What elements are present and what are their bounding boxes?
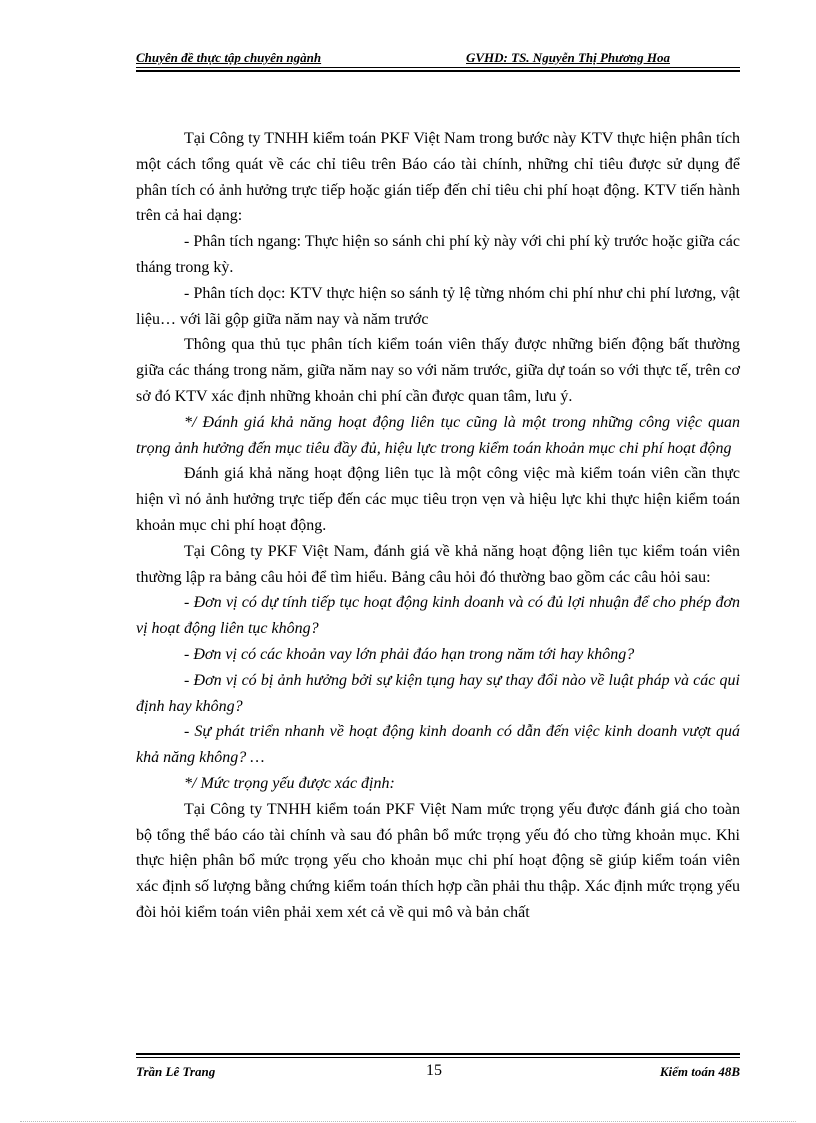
paragraph: - Đơn vị có dự tính tiếp tục hoạt động kinh doanh và có đủ lợi nhuận để cho phép đơn vị hoạt động liên tục không? xyxy=(136,594,740,638)
paragraph: Tại Công ty TNHH kiểm toán PKF Việt Nam mức trọng yếu được đánh giá cho toàn bộ tổng thể báo cáo tài chính và sau đó phân bổ mức trọng yếu đó cho từng khoản mục. Khi thực hiện phân bổ mức trọng yếu cho khoản mục chi phí hoạt động sẽ giúp kiểm toán viên xác định số lượng bằng chứng kiểm toán thích hợp cần phải thu thập. Xác định mức trọng yếu đòi hỏi kiểm toán viên phải xem xét cả về qui mô và bản chất xyxy=(136,800,740,921)
paragraph: */ Mức trọng yếu được xác định: xyxy=(184,774,395,792)
page-header xyxy=(136,50,740,68)
paragraph: */ Đánh giá khả năng hoạt động liên tục cũng là một trong những công việc quan trọng ảnh hưởng đến mục tiêu đầy đủ, hiệu lực trong kiểm toán khoản mục chi phí hoạt động xyxy=(136,413,740,457)
footer-author: Trần Lê Trang xyxy=(136,1064,216,1079)
paragraph: - Phân tích ngang: Thực hiện so sánh chi phí kỳ này với chi phí kỳ trước hoặc giữa các tháng trong kỳ. xyxy=(136,233,740,276)
header-rule-thick xyxy=(136,70,740,72)
header-left-text: Chuyên đề thực tập chuyên ngành xyxy=(136,50,322,65)
paragraph: - Đơn vị có bị ảnh hưởng bởi sự kiện tụng hay sự thay đổi nào về luật pháp và các qui định hay không? xyxy=(136,671,740,715)
page-footer xyxy=(136,1062,740,1084)
body-text xyxy=(136,126,740,926)
paragraph: - Phân tích dọc: KTV thực hiện so sánh tỷ lệ từng nhóm chi phí như chi phí lương, vật liệu… với lãi gộp giữa năm nay và năm trước xyxy=(136,284,740,328)
paragraph: - Đơn vị có các khoản vay lớn phải đáo hạn trong năm tới hay không? xyxy=(184,645,635,663)
paragraph: Đánh giá khả năng hoạt động liên tục là một công việc mà kiểm toán viên cần thực hiện vì nó ảnh hưởng trực tiếp đến các mục tiêu trọn vẹn và hiệu lực khi thực hiện kiểm toán khoản mục chi phí hoạt động. xyxy=(136,465,740,534)
header-rule-thin xyxy=(136,67,740,68)
page-bottom-dotted-rule xyxy=(20,1121,796,1122)
page-number: 15 xyxy=(426,1062,442,1079)
header-right-text: GVHD: TS. Nguyễn Thị Phương Hoa xyxy=(466,50,671,65)
footer-class: Kiểm toán 48B xyxy=(659,1064,740,1079)
paragraph: - Sự phát triển nhanh về hoạt động kinh doanh có dẫn đến việc kinh doanh vượt quá khả năng không? … xyxy=(136,723,740,767)
footer-rule-thick xyxy=(136,1053,740,1055)
paragraph: Thông qua thủ tục phân tích kiểm toán viên thấy được những biến động bất thường giữa các tháng trong năm, giữa năm nay so với năm trước, giữa dự toán so với thực tế, trên cơ sở đó KTV xác định những khoản chi phí cần được quan tâm, lưu ý. xyxy=(136,336,740,405)
paragraph: Tại Công ty PKF Việt Nam, đánh giá về khả năng hoạt động liên tục kiểm toán viên thường lập ra bảng câu hỏi để tìm hiểu. Bảng câu hỏi đó thường bao gồm các câu hỏi sau: xyxy=(136,542,740,586)
footer-rule-thin xyxy=(136,1057,740,1058)
paragraph: Tại Công ty TNHH kiểm toán PKF Việt Nam trong bước này KTV thực hiện phân tích một cách tổng quát về các chỉ tiêu trên Báo cáo tài chính, những chỉ tiêu được sử dụng để phân tích có ảnh hưởng trực tiếp hoặc gián tiếp đến chỉ tiêu chi phí hoạt động. KTV tiến hành trên cả hai dạng: xyxy=(136,130,740,225)
